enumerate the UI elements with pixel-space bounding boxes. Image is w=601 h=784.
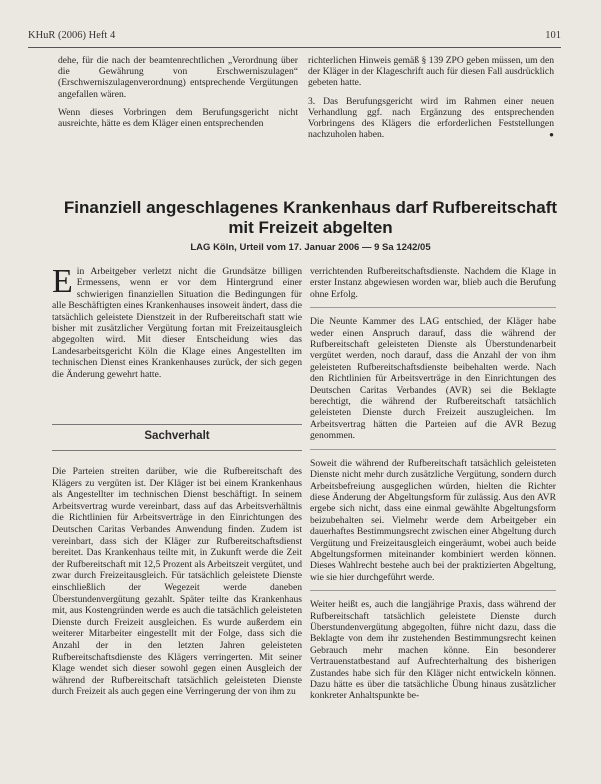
body-column-left — [52, 466, 302, 705]
journal-issue: KHuR (2006) Heft 4 — [28, 30, 116, 41]
article-title-line: Finanziell angeschlagenes Krankenhaus darf Rufbereitschaft — [63, 198, 558, 217]
drop-cap: E — [52, 263, 73, 300]
column-divider — [310, 449, 556, 450]
intro-text: in Arbeitgeber verletzt nicht die Grundsätze billigen Ermessens, wenn er vor dem Hintergrund einer schwierigen finanziellen Situation die Bedingungen für alle Beschäftigten eines Krankenhauses insoweit ändert, dass die tatsächlich geleistete Dienstzeit in der Rufbereitschaft statt wie bisher mit zusätzlicher Vergütung fortan mit Freizeitausgleich abgegolten wird. Mit dieser Entscheidung wies das Landesarbeitsgericht Köln die Klage eines Angestellten im technischen Dienst eines Krankenhauses zurück, der sich gegen die Änderung gewehrt hatte. — [52, 266, 302, 380]
paragraph: dehe, für die nach der beamtenrechtlichen „Verordnung über die Gewährung von Erschwerniszulagen“ (Erschwerniszulagenverordnung) entsprechende Vergütungen angefallen wären. — [58, 55, 298, 100]
column-divider — [310, 307, 556, 308]
column-divider — [310, 590, 556, 591]
paragraph: Wenn dieses Vorbringen dem Berufungsgericht nicht ausreichte, hätte es dem Kläger einen entsprechenden — [58, 106, 298, 130]
paragraph: Weiter heißt es, auch die langjährige Praxis, dass während der Rufbereitschaft tatsächlich geleistete Dienste durch Überstundenvergütung abgegolten, führe nicht dazu, dass die Beklagte von dem ihr zustehenden Bestimmungsrecht keinen Gebrauch mehr machen könne. Ein besonderer Vertrauenstatbestand auf Aufrechterhaltung des bisherigen Zustandes habe sich für den Kläger nicht entwickeln können. Dazu hätte es über die tatsächliche Übung hinaus zusätzlicher konkreter Anhaltspunkte be- — [310, 599, 556, 702]
paragraph: verrichtenden Rufbereitschaftsdienste. Nachdem die Klage in erster Instanz abgewiesen worden war, blieb auch die Berufung ohne Erfolg. — [310, 266, 556, 300]
body-column-right — [310, 266, 556, 709]
paragraph: Die Neunte Kammer des LAG entschied, der Kläger habe weder einen Anspruch darauf, dass die während der Rufbereitschaft geleisteten Dienste als Überstundenarbeit vergütet werden, noch darauf, dass die Anzahl der von ihm geleisteten Rufbereitschaftsdienste beibehalten werde. Nach den Richtlinien für Arbeitsverträge in den Einrichtungen des Deutschen Caritas Verbandes (AVR) sei die Beklagte berechtigt, die während der Rufbereitschaft tatsächlich geleisteten Dienste durch Freizeit auszugleichen. Im Arbeitsvertrag hätten die Parteien auf die AVR Bezug genommen. — [310, 316, 556, 442]
article-title — [60, 198, 561, 238]
running-header — [28, 30, 561, 44]
section-heading: Sachverhalt — [144, 430, 210, 442]
paragraph: richterlichen Hinweis gemäß § 139 ZPO geben müssen, um den der Kläger in der Klageschrift auch für diesen Fall ausdrücklich gebeten hatte. — [308, 55, 554, 89]
paragraph — [308, 96, 554, 141]
header-rule — [28, 47, 561, 48]
article-end-mark: ● — [549, 130, 554, 140]
paragraph-text: 3. Das Berufungsgericht wird im Rahmen einer neuen Verhandlung ggf. nach Ergänzung des entsprechenden Vorbringens des Klägers die erforderlichen Feststellungen nachzuholen haben. — [308, 95, 554, 141]
section-divider-top — [52, 424, 302, 425]
section-divider-bottom — [52, 450, 302, 451]
continued-text-left — [58, 55, 298, 136]
continued-text-right — [308, 55, 554, 147]
paragraph: Die Parteien streiten darüber, wie die Rufbereitschaft des Klägers zu vergüten ist. Der Kläger ist bei einem Krankenhaus als Angestellter im technischen Dienst beschäftigt. In seinem Arbeitsvertrag wurde vereinbart, dass auf das Arbeitsverhältnis die Richtlinien für Arbeitsverträge in den Einrichtungen des Deutschen Caritas Verbandes Anwendung finden. Zudem ist vereinbart, dass sich der Kläger zur Rufbereitschaftsdienst bereitet. Das Krankenhaus teilte mit, in Zukunft werde die Zeit der Rufbereitschaft mit 12,5 Prozent als Arbeitszeit vergütet, und zwar durch Freizeitausgleich. Für tatsächlich geleistete Dienste einschließlich der Wegezeit werde daneben Überstundenvergütung gezahlt. Später teilte das Krankenhaus mit, aus Kostengründen werde es auch die tatsächlich geleisteten Dienste durch Freizeit ausgleichen. Es wurde außerdem ein weiterer Mitarbeiter eingestellt mit der Folge, dass sich die Anzahl der in den letzten Jahren geleisteten Rufbereitschaftsdienste des Klägers verringerten. Mit seiner Klage wendet sich dieser sowohl gegen einen Ausgleich der während der Rufbereitschaft tatsächlich geleisteten Dienste durch Freizeit als auch gegen eine Verringerung der von ihm zu — [52, 466, 302, 698]
article-intro — [52, 263, 302, 380]
court-citation: LAG Köln, Urteil vom 17. Januar 2006 — 9 Sa 1242/05 — [190, 242, 431, 253]
page-number: 101 — [545, 30, 561, 41]
article-title-line: mit Freizeit abgelten — [228, 218, 393, 237]
paragraph: Soweit die während der Rufbereitschaft tatsächlich geleisteten Dienste nicht mehr durch zusätzliche Vergütung, sondern durch Arbeitsbefreiung ausgeglichen würden, hielten die Richter diese Änderung der Abgeltungsform für zulässig. Aus den AVR ergebe sich nicht, dass eine einmal gewählte Abgeltungsform beizubehalten sei. Vielmehr werde dem Arbeitgeber ein dauerhaftes Bestimmungsrecht zwischen einer Abgeltung durch Vergütung und Freizeitausgleich eingeräumt, wobei auch beide Abgeltungsformen miteinander kombiniert werden können. Dieses Wahlrecht bestehe auch bei der praktizierten Abgeltung, wie sie hier durchgeführt werde. — [310, 457, 556, 583]
